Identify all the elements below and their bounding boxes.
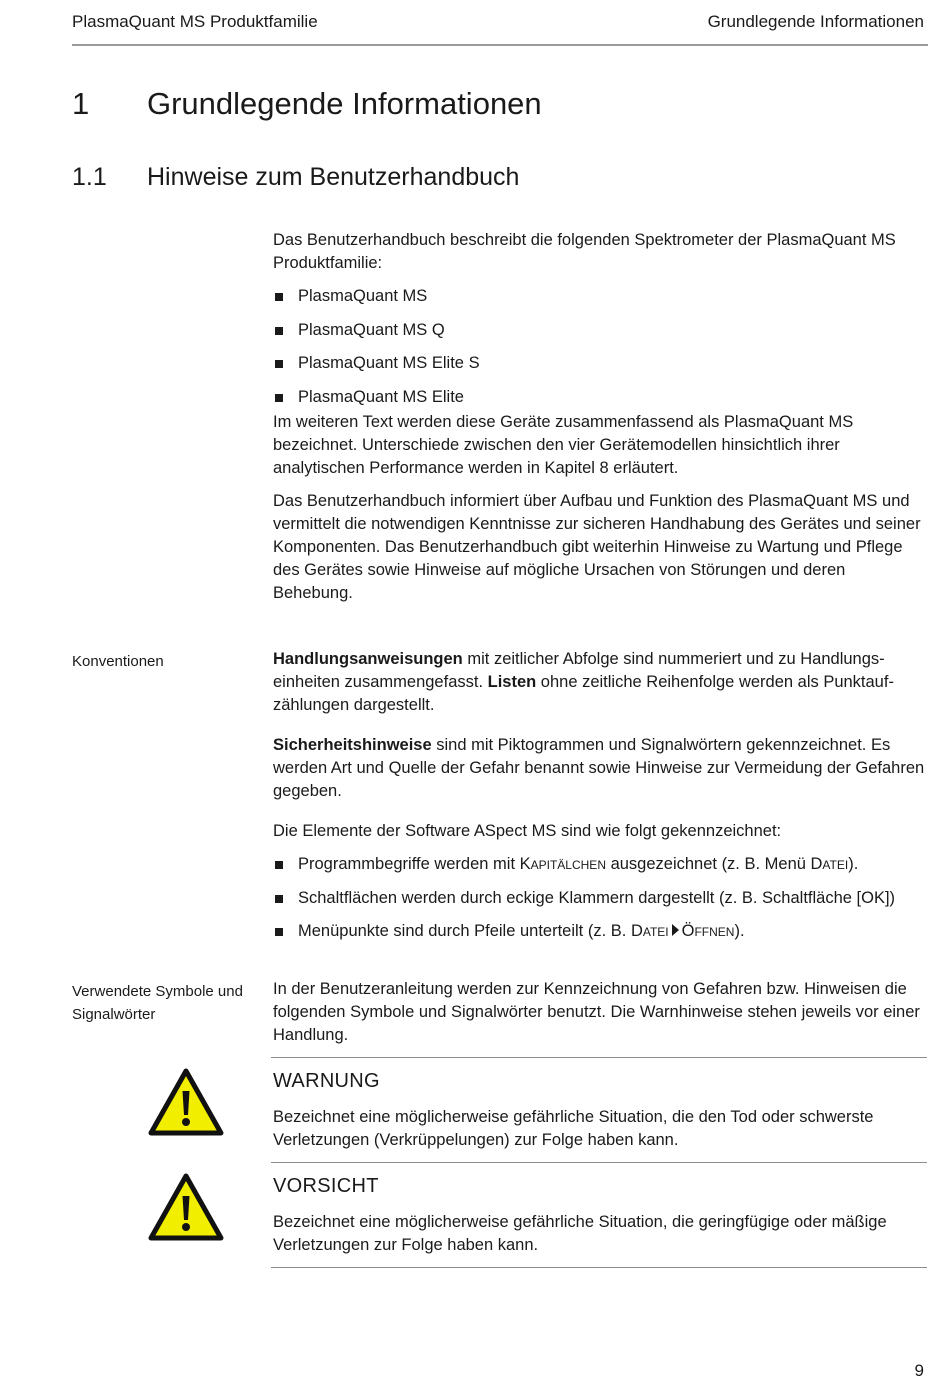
term-listen: Listen <box>487 673 537 691</box>
intro-lead: Das Benutzerhandbuch beschreibt die folgenden Spektrometer der PlasmaQuant MS Produktfamilie: <box>273 231 896 272</box>
warning-text: Bezeichnet eine möglicherweise gefährliche Situation, die den Tod oder schwerste Verletzungen (Verkrüppelungen) zur Folge haben kann. <box>273 1108 874 1149</box>
list-item: Programmbegriffe werden mit Kapitälchen ausgezeichnet (z. B. Menü Datei). <box>273 853 928 887</box>
conventions-block <box>273 648 928 954</box>
list-item: PlasmaQuant MS <box>273 285 928 319</box>
conventions-paragraph-1: Handlungsanweisungen mit zeitlicher Abfolge sind nummeriert und zu Handlungs-einheiten zusammengefasst. Listen ohne zeitliche Reihenfolge werden als Punktauf-zählungen dargestellt. <box>273 650 894 714</box>
chapter-title: Grundlegende Informationen <box>147 86 542 121</box>
warning-divider <box>271 1162 927 1163</box>
term-handlungsanweisungen: Handlungsanweisungen <box>273 650 463 668</box>
warning-title: WARNUNG <box>273 1070 380 1092</box>
section-title: Hinweise zum Benutzerhandbuch <box>147 163 520 191</box>
symbols-label: Verwendete Symbole und Signalwörter <box>72 983 243 1023</box>
warning-divider <box>271 1267 927 1268</box>
warning-triangle-icon <box>147 1172 225 1247</box>
model-list <box>273 285 928 411</box>
list-item: PlasmaQuant MS Elite <box>273 386 928 411</box>
software-conventions-list <box>273 853 928 954</box>
intro-paragraph-1: Im weiteren Text werden diese Geräte zusammenfassend als PlasmaQuant MS bezeichnet. Unterschiede zwischen den vier Gerätemodellen hinsichtlich ihrer analytischen Performance werden in Kapitel 8 erläutert. <box>273 412 854 477</box>
list-item: Schaltflächen werden durch eckige Klammern dargestellt (z. B. Schaltfläche [OK]) <box>273 887 928 921</box>
list-item: PlasmaQuant MS Q <box>273 319 928 353</box>
chapter-heading <box>72 86 542 122</box>
list-item: Menüpunkte sind durch Pfeile unterteilt (z. B. Datei Öffnen). <box>273 920 928 954</box>
intro-block <box>273 229 928 605</box>
header-divider <box>72 44 928 46</box>
section-heading <box>72 163 519 192</box>
intro-paragraph-2: Das Benutzerhandbuch informiert über Aufbau und Funktion des PlasmaQuant MS und vermittelt die notwendigen Kenntnisse zur sicheren Handhabung des Gerätes und seiner Komponenten. Das Benutzerhandbuch gibt weiterhin Hinweise zu Wartung und Pflege des Gerätes sowie Hinweise auf mögliche Ursachen von Störungen und deren Behebung. <box>273 491 921 602</box>
section-number: 1.1 <box>72 163 107 191</box>
caution-title: VORSICHT <box>273 1175 379 1197</box>
list-item: PlasmaQuant MS Elite S <box>273 352 928 386</box>
page-number: 9 <box>914 1361 924 1380</box>
menu-arrow-icon <box>672 924 679 936</box>
chapter-number: 1 <box>72 86 90 121</box>
term-sicherheitshinweise: Sicherheitshinweise <box>273 736 432 754</box>
conventions-label: Konventionen <box>72 653 164 670</box>
running-header-right: Grundlegende Informationen <box>707 12 924 31</box>
running-header-left: PlasmaQuant MS Produktfamilie <box>72 12 318 31</box>
conventions-paragraph-2: Sicherheitshinweise sind mit Piktogrammen und Signalwörtern gekennzeichnet. Es werden Art und Quelle der Gefahr benannt sowie Hinweise zur Vermeidung der Gefahren gegeben. <box>273 736 925 800</box>
warning-divider <box>271 1057 927 1058</box>
conventions-paragraph-3: Die Elemente der Software ASpect MS sind wie folgt gekennzeichnet: <box>273 822 782 840</box>
symbols-intro: In der Benutzeranleitung werden zur Kennzeichnung von Gefahren bzw. Hinweisen die folgenden Symbole und Signalwörter benutzt. Die Warnhinweise stehen jeweils vor einer Handlung. <box>273 980 920 1044</box>
caution-text: Bezeichnet eine möglicherweise gefährliche Situation, die geringfügige oder mäßige Verletzungen zur Folge haben kann. <box>273 1213 887 1254</box>
warning-triangle-icon <box>147 1067 225 1142</box>
